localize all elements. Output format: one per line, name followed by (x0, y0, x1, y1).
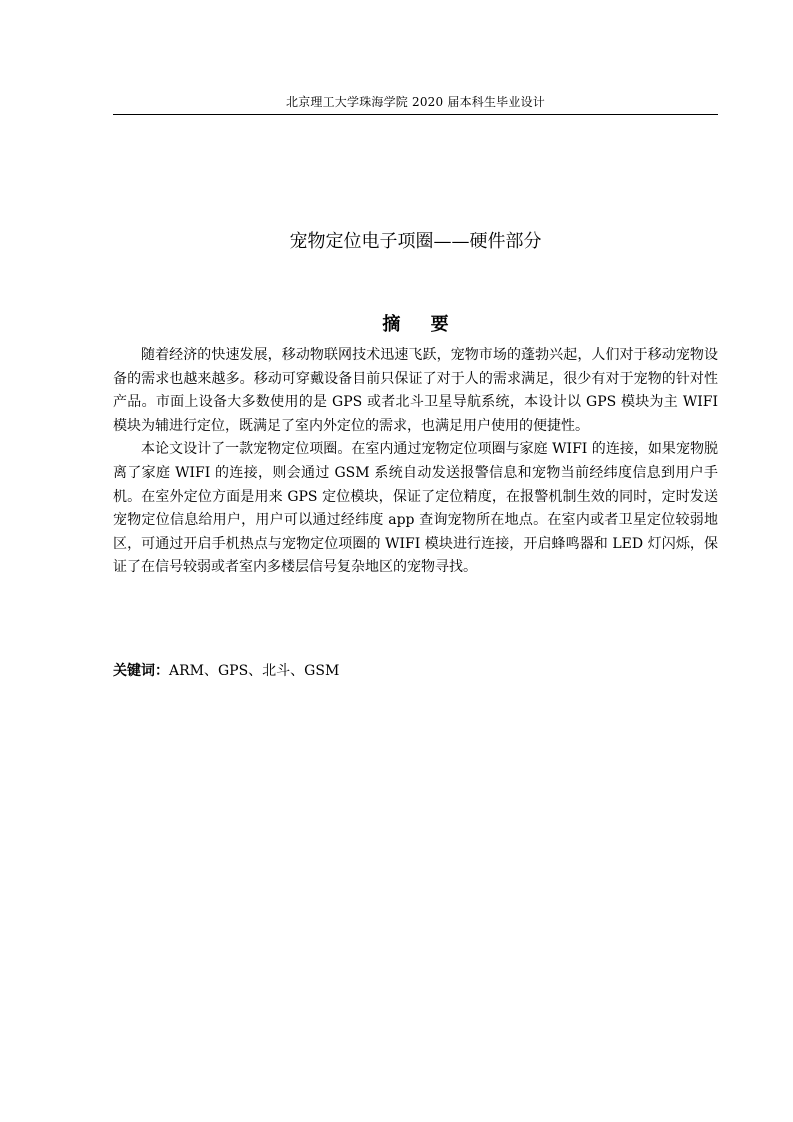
keywords-line (113, 659, 718, 683)
abstract-body (113, 344, 718, 580)
running-header: 北京理工大学珠海学院 2020 届本科生毕业设计 (286, 95, 545, 109)
keywords-list: ARM、GPS、北斗、GSM (169, 663, 340, 679)
header-divider (113, 114, 718, 115)
abstract-paragraph-1: 随着经济的快速发展，移动物联网技术迅速飞跃，宠物市场的蓬勃兴起，人们对于移动宠物设备的需求也越来越多。移动可穿戴设备目前只保证了对于人的需求满足，很少有对于宠物的针对性产品。市面上设备大多数使用的是 GPS 或者北斗卫星导航系统，本设计以 GPS 模块为主 WIFI 模块为辅进行定位，既满足了室内外定位的需求，也满足用户使用的便捷性。 (113, 347, 718, 434)
paper-title: 宠物定位电子项圈——硬件部分 (289, 231, 542, 252)
abstract-heading: 摘 要 (382, 314, 461, 335)
keywords-label: 关键词： (113, 663, 169, 679)
abstract-paragraph-2: 本论文设计了一款宠物定位项圈。在室内通过宠物定位项圈与家庭 WIFI 的连接，如果宠物脱离了家庭 WIFI 的连接，则会通过 GSM 系统自动发送报警信息和宠物当前经纬度信息到用户手机。在室外定位方面是用来 GPS 定位模块，保证了定位精度，在报警机制生效的同时，定时发送宠物定位信息给用户，用户可以通过经纬度 app 查询宠物所在地点。在室内或者卫星定位较弱地区，可通过开启手机热点与宠物定位项圈的 WIFI 模块进行连接，开启蜂鸣器和 LED 灯闪烁，保证了在信号较弱或者室内多楼层信号复杂地区的宠物寻找。 (113, 441, 718, 576)
